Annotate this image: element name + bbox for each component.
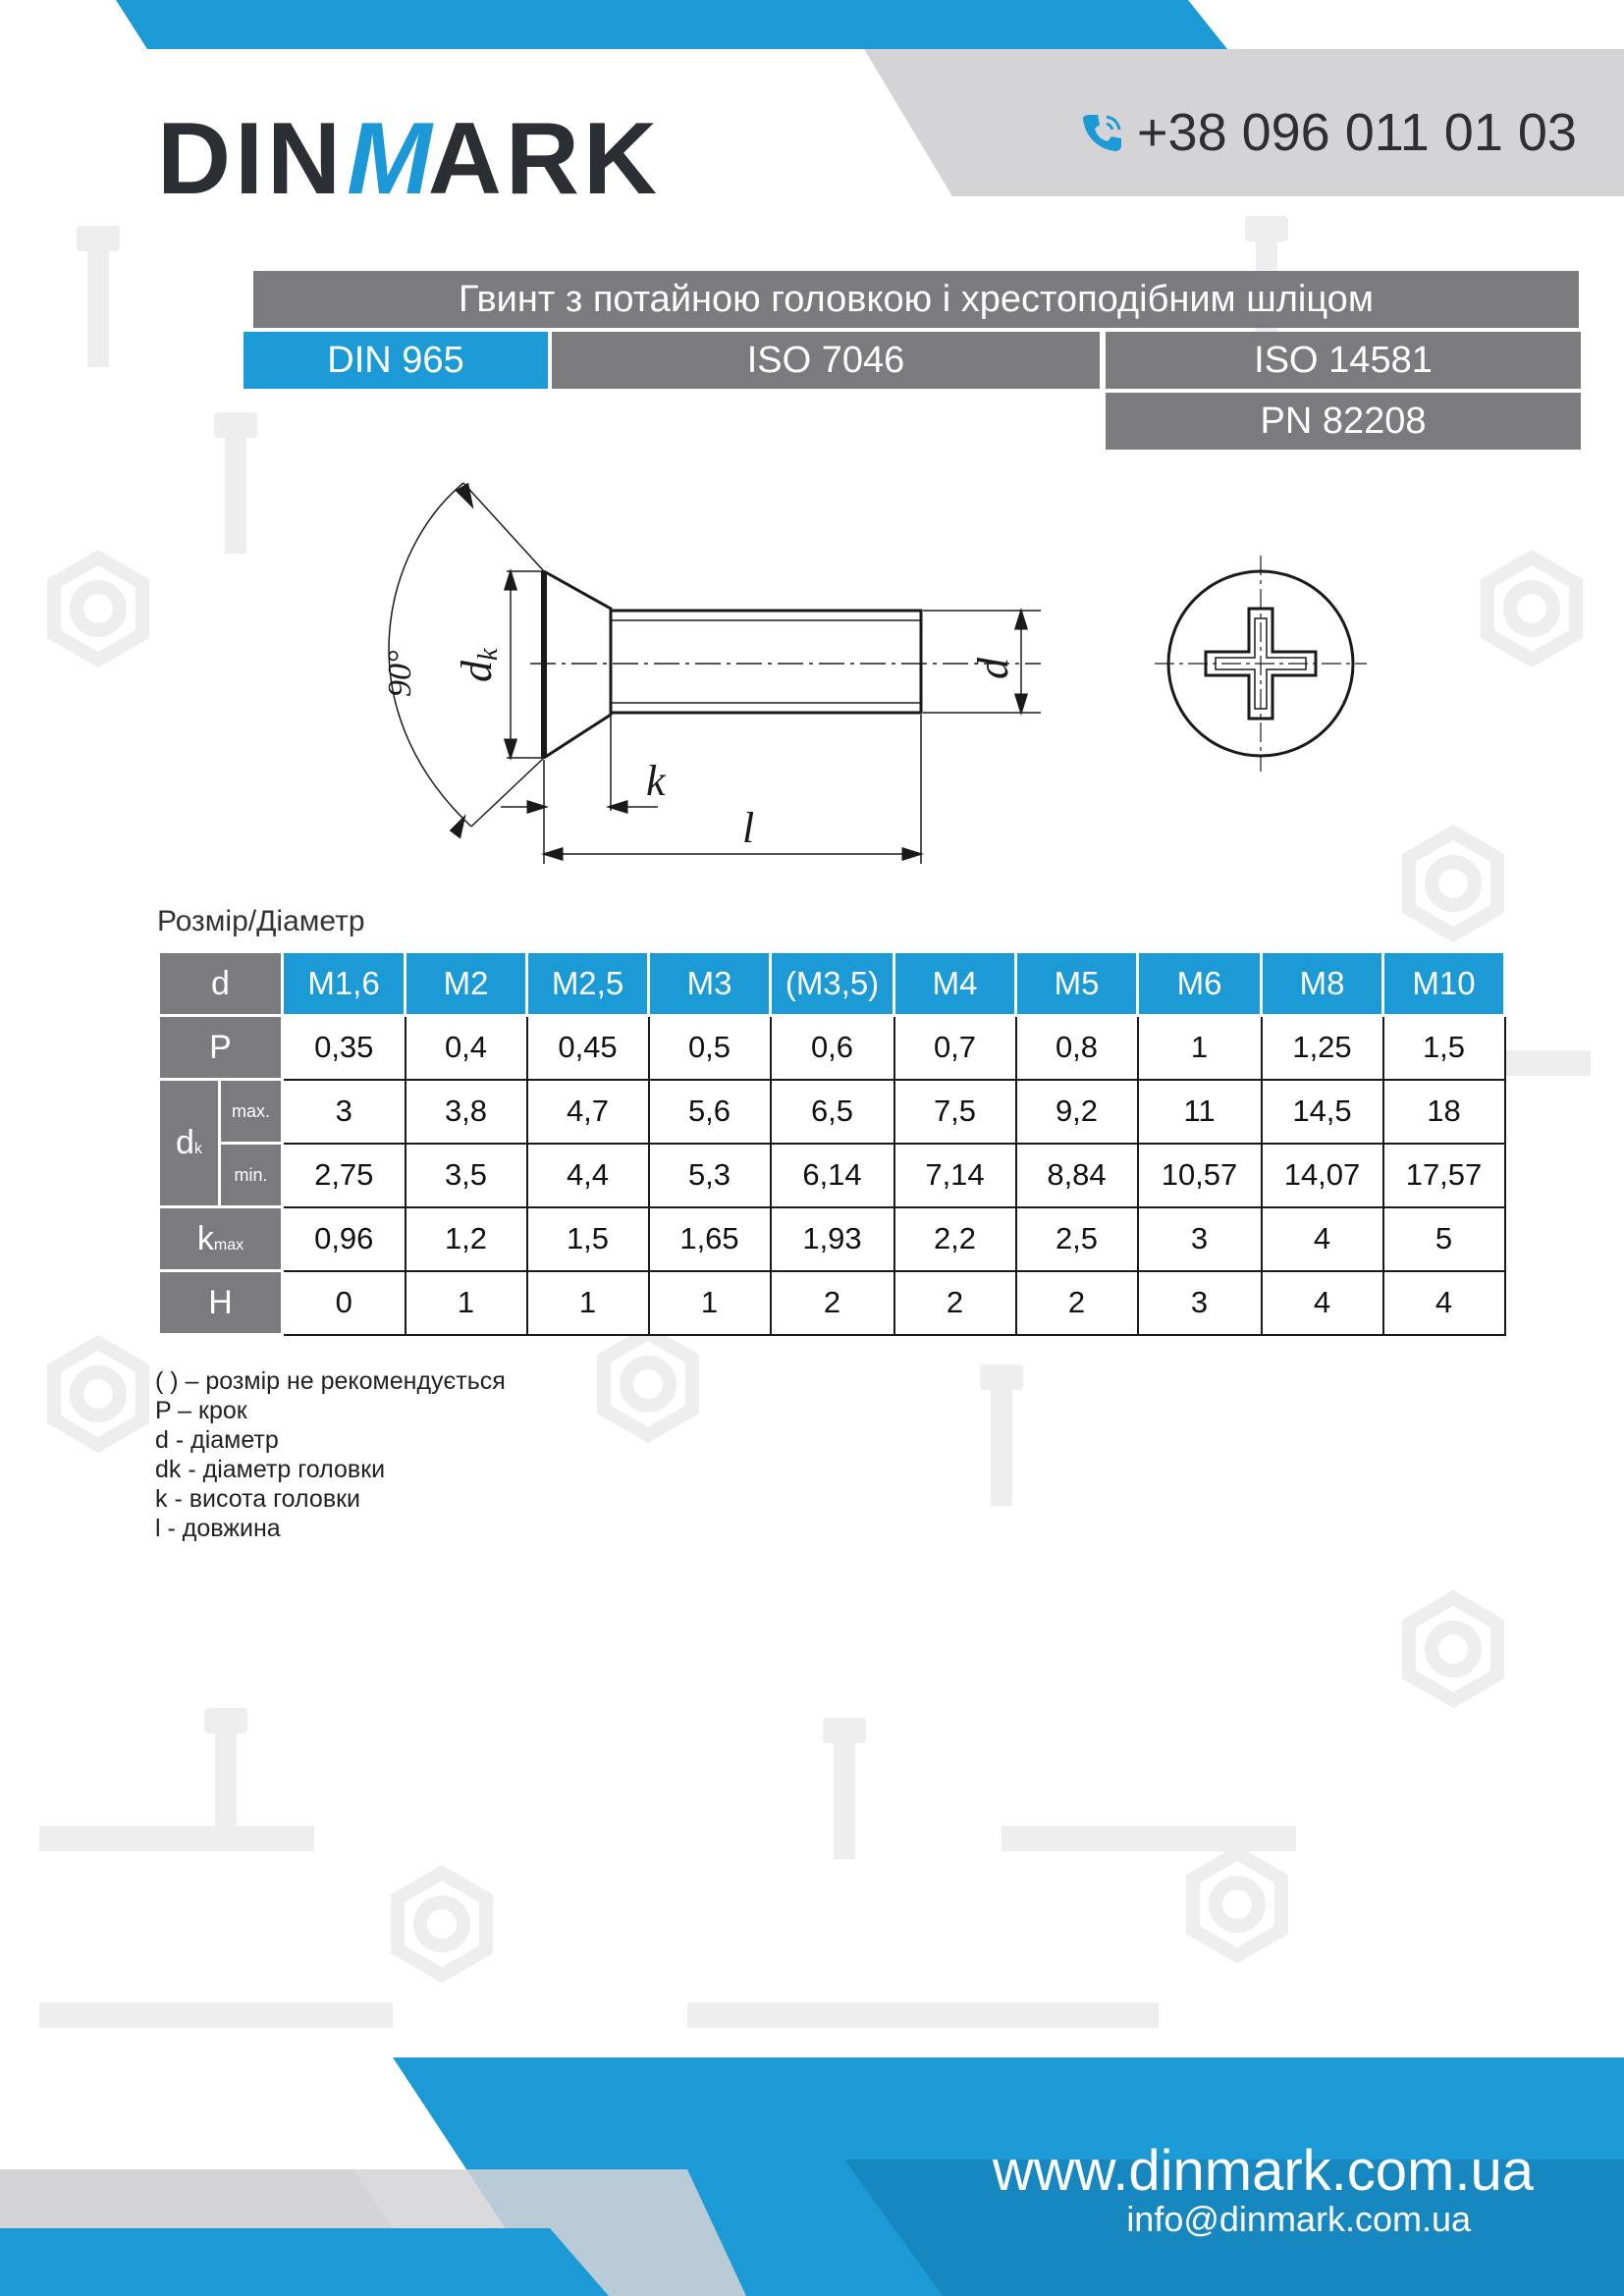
logo-text-ark: ARK (427, 102, 662, 216)
table-cell: 5,6 (649, 1080, 771, 1144)
size-header: M10 (1383, 952, 1505, 1016)
table-cell: 1,65 (649, 1207, 771, 1271)
logo-text-din: DIN (157, 102, 346, 216)
table-cell: 3,5 (406, 1144, 527, 1207)
table-cell: 0,7 (894, 1016, 1016, 1080)
table-cell: 0,35 (283, 1016, 406, 1080)
standard-iso-14581: ISO 14581 (1106, 332, 1581, 389)
row-label-dk: dk (159, 1080, 220, 1207)
k-label: k (646, 757, 666, 805)
row-sublabel-max: max. (220, 1080, 283, 1144)
phone-contact[interactable] (1078, 98, 1577, 167)
table-cell: 2,2 (894, 1207, 1016, 1271)
phone-icon (1078, 109, 1125, 156)
size-header: M1,6 (283, 952, 406, 1016)
standard-pn: PN 82208 (1106, 393, 1581, 450)
table-cell: 2 (894, 1271, 1016, 1335)
table-cell: 0,8 (1016, 1016, 1138, 1080)
table-cell: 3 (283, 1080, 406, 1144)
table-row-p (159, 1016, 1505, 1080)
angle-label: 90° (382, 650, 418, 697)
table-cell: 1 (406, 1271, 527, 1335)
size-diameter-label: Розмір/Діаметр (157, 905, 365, 937)
table-cell: 0,6 (771, 1016, 894, 1080)
screw-drawing (334, 461, 1414, 883)
standard-din: DIN 965 (244, 332, 548, 389)
table-cell: 1,2 (406, 1207, 527, 1271)
table-cell: 6,5 (771, 1080, 894, 1144)
table-cell: 18 (1383, 1080, 1505, 1144)
size-header: M2,5 (527, 952, 649, 1016)
legend-item: k - висота головки (155, 1485, 360, 1513)
legend-item: l - довжина (155, 1515, 281, 1542)
size-header: M3 (649, 952, 771, 1016)
table-row-k (159, 1207, 1505, 1271)
table-row-h (159, 1271, 1505, 1335)
table-cell: 4 (1262, 1207, 1383, 1271)
table-cell: 5 (1383, 1207, 1505, 1271)
l-label: l (742, 804, 755, 852)
footer-email-link[interactable]: info@dinmark.com.ua (1126, 2199, 1471, 2239)
table-cell: 3 (1138, 1207, 1262, 1271)
table-cell: 3,8 (406, 1080, 527, 1144)
table-cell: 4 (1383, 1271, 1505, 1335)
legend-item: ( ) – розмір не рекомендується (155, 1367, 506, 1395)
legend-item: dk - діаметр головки (155, 1456, 386, 1483)
table-cell: 0,96 (283, 1207, 406, 1271)
table-cell: 5,3 (649, 1144, 771, 1207)
legend (155, 1366, 506, 1543)
table-cell: 10,57 (1138, 1144, 1262, 1207)
logo-text-m: M (347, 102, 426, 216)
table-cell: 2,5 (1016, 1207, 1138, 1271)
table-cell: 1,93 (771, 1207, 894, 1271)
table-cell: 11 (1138, 1080, 1262, 1144)
table-cell: 7,5 (894, 1080, 1016, 1144)
table-cell: 9,2 (1016, 1080, 1138, 1144)
table-cell: 7,14 (894, 1144, 1016, 1207)
table-cell: 2 (771, 1271, 894, 1335)
table-cell: 14,5 (1262, 1080, 1383, 1144)
corner-cell: d (159, 952, 283, 1016)
table-row-dk-max (159, 1080, 1505, 1144)
table-cell: 8,84 (1016, 1144, 1138, 1207)
footer-website-link[interactable]: www.dinmark.com.ua (992, 2139, 1534, 2203)
table-cell: 4,4 (527, 1144, 649, 1207)
table-cell: 2 (1016, 1271, 1138, 1335)
dk-label: dk (453, 648, 504, 682)
table-cell: 0,5 (649, 1016, 771, 1080)
phone-number: +38 096 011 01 03 (1137, 103, 1577, 162)
spec-table (157, 950, 1506, 1336)
logo (157, 102, 662, 216)
size-header: M6 (1138, 952, 1262, 1016)
size-header: M8 (1262, 952, 1383, 1016)
table-cell: 1,5 (527, 1207, 649, 1271)
standard-iso-7046: ISO 7046 (552, 332, 1100, 389)
table-cell: 1 (649, 1271, 771, 1335)
table-row-dk-min (159, 1144, 1505, 1207)
legend-item: d - діаметр (155, 1426, 279, 1454)
table-cell: 4 (1262, 1271, 1383, 1335)
size-header: M4 (894, 952, 1016, 1016)
table-cell: 1,25 (1262, 1016, 1383, 1080)
size-header: M2 (406, 952, 527, 1016)
row-label-k: kmax (159, 1207, 283, 1271)
row-label-p: P (159, 1016, 283, 1080)
d-label: d (969, 658, 1017, 679)
table-cell: 1 (1138, 1016, 1262, 1080)
size-header: (M3,5) (771, 952, 894, 1016)
table-cell: 6,14 (771, 1144, 894, 1207)
table-cell: 14,07 (1262, 1144, 1383, 1207)
page-title: Гвинт з потайною головкою і хрестоподібним шліцом (253, 271, 1579, 328)
table-cell: 4,7 (527, 1080, 649, 1144)
size-header: M5 (1016, 952, 1138, 1016)
table-cell: 0,45 (527, 1016, 649, 1080)
table-cell: 3 (1138, 1271, 1262, 1335)
row-sublabel-min: min. (220, 1144, 283, 1207)
header-row (159, 952, 1505, 1016)
row-label-h: H (159, 1271, 283, 1335)
table-cell: 0 (283, 1271, 406, 1335)
table-cell: 1,5 (1383, 1016, 1505, 1080)
table-cell: 1 (527, 1271, 649, 1335)
table-cell: 17,57 (1383, 1144, 1505, 1207)
legend-item: P – крок (155, 1397, 247, 1424)
table-cell: 0,4 (406, 1016, 527, 1080)
table-cell: 2,75 (283, 1144, 406, 1207)
